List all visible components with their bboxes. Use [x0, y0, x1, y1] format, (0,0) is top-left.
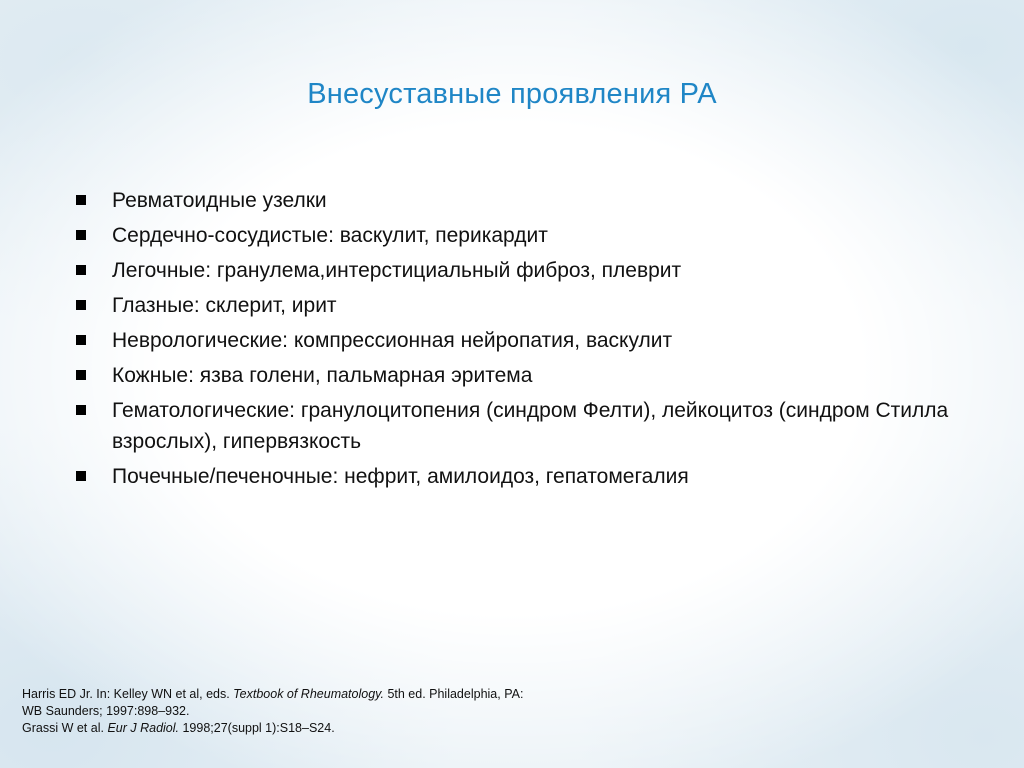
reference-1-line-1: [22, 686, 722, 703]
square-bullet-icon: [76, 370, 86, 380]
reference-1-authors: Harris ED Jr. In: Kelley WN et al, eds.: [22, 687, 234, 701]
reference-2-details: 1998;27(suppl 1):S18–S24.: [179, 721, 335, 735]
list-item-text: Кожные: язва голени, пальмарная эритема: [112, 364, 533, 387]
list-item-text: Гематологические: гранулоцитопения (синдром Фелти), лейкоцитоз (синдром Стилла взрослых), гипервязкость: [112, 399, 949, 453]
reference-2: [22, 720, 722, 737]
square-bullet-icon: [76, 195, 86, 205]
list-item-text: Ревматоидные узелки: [112, 189, 327, 212]
list-item-text: Почечные/печеночные: нефрит, амилоидоз, гепатомегалия: [112, 465, 689, 488]
list-item: [72, 461, 972, 492]
bullet-list: [72, 185, 972, 496]
list-item: [72, 290, 972, 321]
list-item: [72, 255, 972, 286]
reference-2-journal: Eur J Radiol.: [107, 721, 179, 735]
list-item-text: Сердечно-сосудистые: васкулит, перикардит: [112, 224, 548, 247]
list-item-text: Неврологические: компрессионная нейропатия, васкулит: [112, 329, 673, 352]
slide-title: Внесуставные проявления РА: [307, 78, 717, 110]
references: [22, 686, 722, 737]
reference-1-edition: 5th ed. Philadelphia, PA:: [383, 687, 524, 701]
list-item: [72, 395, 972, 457]
reference-1-publisher: WB Saunders; 1997:898–932.: [22, 704, 190, 718]
square-bullet-icon: [76, 265, 86, 275]
list-item: [72, 185, 972, 216]
list-item: [72, 220, 972, 251]
square-bullet-icon: [76, 405, 86, 415]
list-item-text: Легочные: гранулема,интерстициальный фиброз, плеврит: [112, 259, 682, 282]
list-item: [72, 360, 972, 391]
list-item-text: Глазные: склерит, ирит: [112, 294, 337, 317]
reference-1-book-title: Textbook of Rheumatology.: [233, 687, 384, 701]
reference-2-authors: Grassi W et al.: [22, 721, 108, 735]
list-item: [72, 325, 972, 356]
square-bullet-icon: [76, 230, 86, 240]
square-bullet-icon: [76, 335, 86, 345]
square-bullet-icon: [76, 471, 86, 481]
square-bullet-icon: [76, 300, 86, 310]
